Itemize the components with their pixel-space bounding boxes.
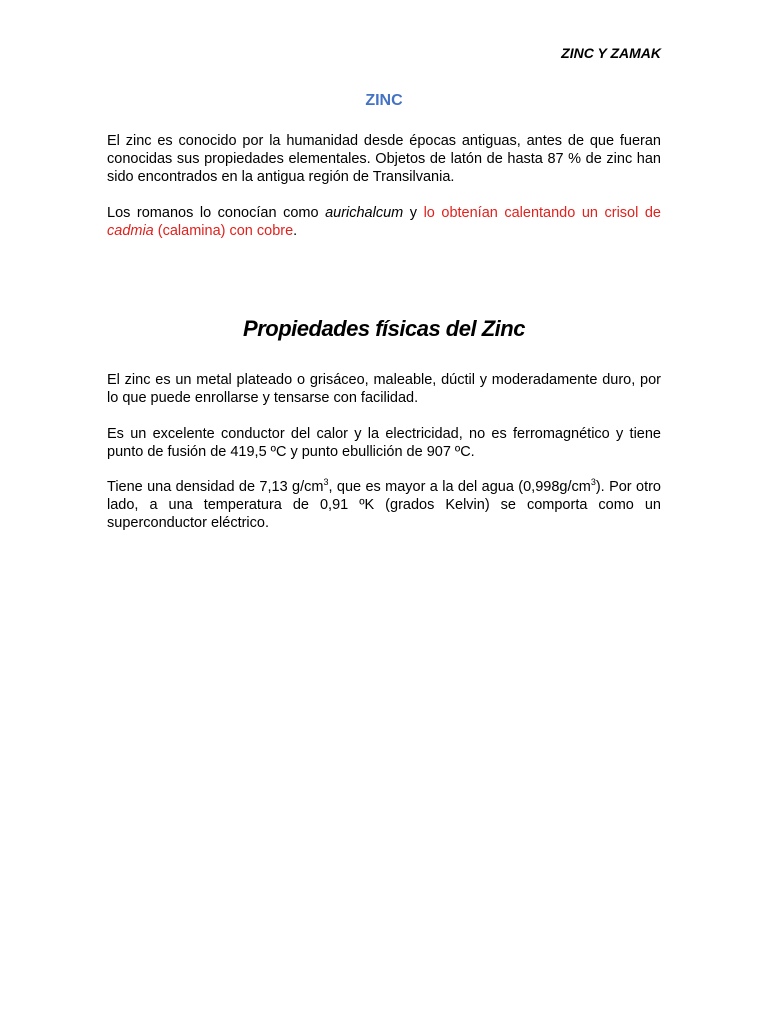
- romans-red-text-1: lo obtenían calentando un crisol de: [423, 205, 662, 221]
- romans-red-text-2: (calamina) con cobre: [153, 223, 294, 239]
- romans-period: .: [293, 223, 298, 239]
- superscript-3-a: 3: [323, 477, 329, 488]
- superscript-3-b: 3: [590, 477, 596, 488]
- romans-text-1: Los romanos lo conocían como: [107, 205, 326, 221]
- paragraph-history: El zinc es conocido por la humanidad desde épocas antiguas, antes de que fueran conocidas sus propiedades elementales. Objetos de latón de hasta 87 % de zinc han sido encontrados en la antigua región de Transilvania.: [107, 133, 661, 185]
- paragraph-density: [107, 478, 661, 532]
- density-text-3: ). Por otro lado, a una temperatura de 0,91 ºK (grados Kelvin) se comporta como un superconductor eléctrico.: [107, 479, 661, 531]
- density-text-1: Tiene una densidad de 7,13 g/cm: [107, 479, 324, 495]
- romans-text-2: y: [403, 205, 424, 221]
- aurichalcum-term: aurichalcum: [325, 205, 404, 221]
- section-title-properties: Propiedades físicas del Zinc: [243, 316, 525, 341]
- cadmia-term: cadmia: [107, 223, 154, 239]
- section-title-zinc: ZINC: [365, 92, 403, 109]
- paragraph-conductor: Es un excelente conductor del calor y la electricidad, no es ferromagnético y tiene punto de fusión de 419,5 ºC y punto ebullición de 907 ºC.: [107, 426, 661, 460]
- paragraph-metal: El zinc es un metal plateado o grisáceo, maleable, dúctil y moderadamente duro, por lo que puede enrollarse y tensarse con facilidad.: [107, 372, 661, 406]
- paragraph-romans: [107, 204, 661, 240]
- running-header: ZINC Y ZAMAK: [561, 45, 661, 61]
- density-text-2: , que es mayor a la del agua (0,998g/cm: [328, 479, 591, 495]
